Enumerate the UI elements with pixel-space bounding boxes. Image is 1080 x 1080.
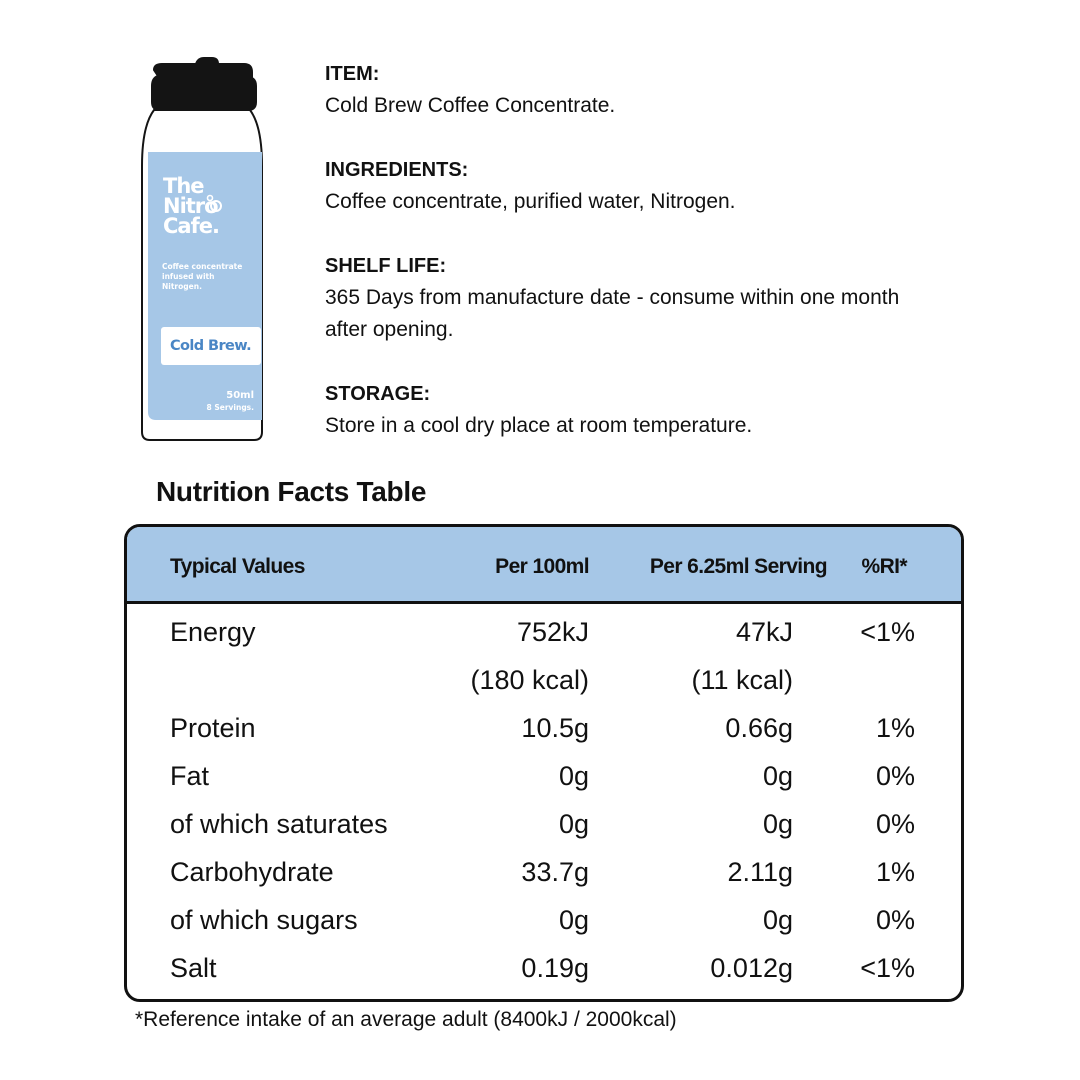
nutrient-name: of which saturates <box>170 809 388 839</box>
nutrition-table <box>124 524 964 1002</box>
bottle-icon <box>138 56 268 446</box>
per100-value: 10.5g <box>521 713 589 743</box>
ri-value: 1% <box>875 857 915 887</box>
nutrient-name: Carbohydrate <box>170 857 334 887</box>
nutrition-title: Nutrition Facts Table <box>156 476 427 507</box>
ri-value: 0% <box>875 809 915 839</box>
per-serving-value: 0.66g <box>725 713 793 743</box>
ingredients-value: Coffee concentrate, purified water, Nitrogen. <box>325 190 736 213</box>
shelf-life-title: SHELF LIFE: <box>325 255 447 277</box>
product-label: Cold Brew. <box>170 338 252 354</box>
header-ri: %RI* <box>861 555 907 578</box>
footnote: *Reference intake of an average adult (8400kJ / 2000kcal) <box>135 1008 677 1031</box>
nutrient-name: Salt <box>170 953 217 983</box>
per-serving-value: 47kJ <box>735 617 793 647</box>
storage-value: Store in a cool dry place at room temperature. <box>325 414 753 437</box>
nutrient-name: Protein <box>170 713 256 743</box>
per-serving-value: (11 kcal) <box>691 665 793 695</box>
per-serving-value: 2.11g <box>727 857 793 887</box>
ri-value: 0% <box>875 905 915 935</box>
ingredients-title: INGREDIENTS: <box>325 159 469 181</box>
per100-value: 0g <box>558 809 589 839</box>
storage-title: STORAGE: <box>325 383 431 405</box>
header-typical-values: Typical Values <box>170 555 305 578</box>
header-per-serving: Per 6.25ml Serving <box>649 555 827 578</box>
ri-value: <1% <box>860 617 915 647</box>
per-serving-value: 0g <box>762 761 793 791</box>
per100-value: 33.7g <box>521 857 589 887</box>
bottle-volume: 50ml <box>226 390 254 401</box>
per-serving-value: 0g <box>762 905 793 935</box>
per-serving-value: 0.012g <box>710 953 793 983</box>
ri-value: 0% <box>875 761 915 791</box>
per-serving-value: 0g <box>762 809 793 839</box>
table-header <box>127 527 961 604</box>
per100-value: (180 kcal) <box>470 665 589 695</box>
per100-value: 752kJ <box>516 617 589 647</box>
bottle-description: Coffee concentrate infused with Nitrogen. <box>162 262 243 291</box>
ri-value: 1% <box>875 713 915 743</box>
nutrient-name: of which sugars <box>170 905 358 935</box>
ri-value: <1% <box>860 953 915 983</box>
bottle-servings: 8 Servings. <box>206 403 254 412</box>
nutrient-name: Energy <box>170 617 256 647</box>
header-per-100ml: Per 100ml <box>495 555 589 578</box>
item-title: ITEM: <box>325 63 380 85</box>
item-value: Cold Brew Coffee Concentrate. <box>325 94 616 117</box>
per100-value: 0.19g <box>521 953 589 983</box>
nutrient-name: Fat <box>170 761 210 791</box>
brand-logo: The Nitro Cafe. <box>163 174 219 238</box>
per100-value: 0g <box>558 761 589 791</box>
shelf-life-value: 365 Days from manufacture date - consume within one month after opening. <box>325 286 900 341</box>
per100-value: 0g <box>558 905 589 935</box>
